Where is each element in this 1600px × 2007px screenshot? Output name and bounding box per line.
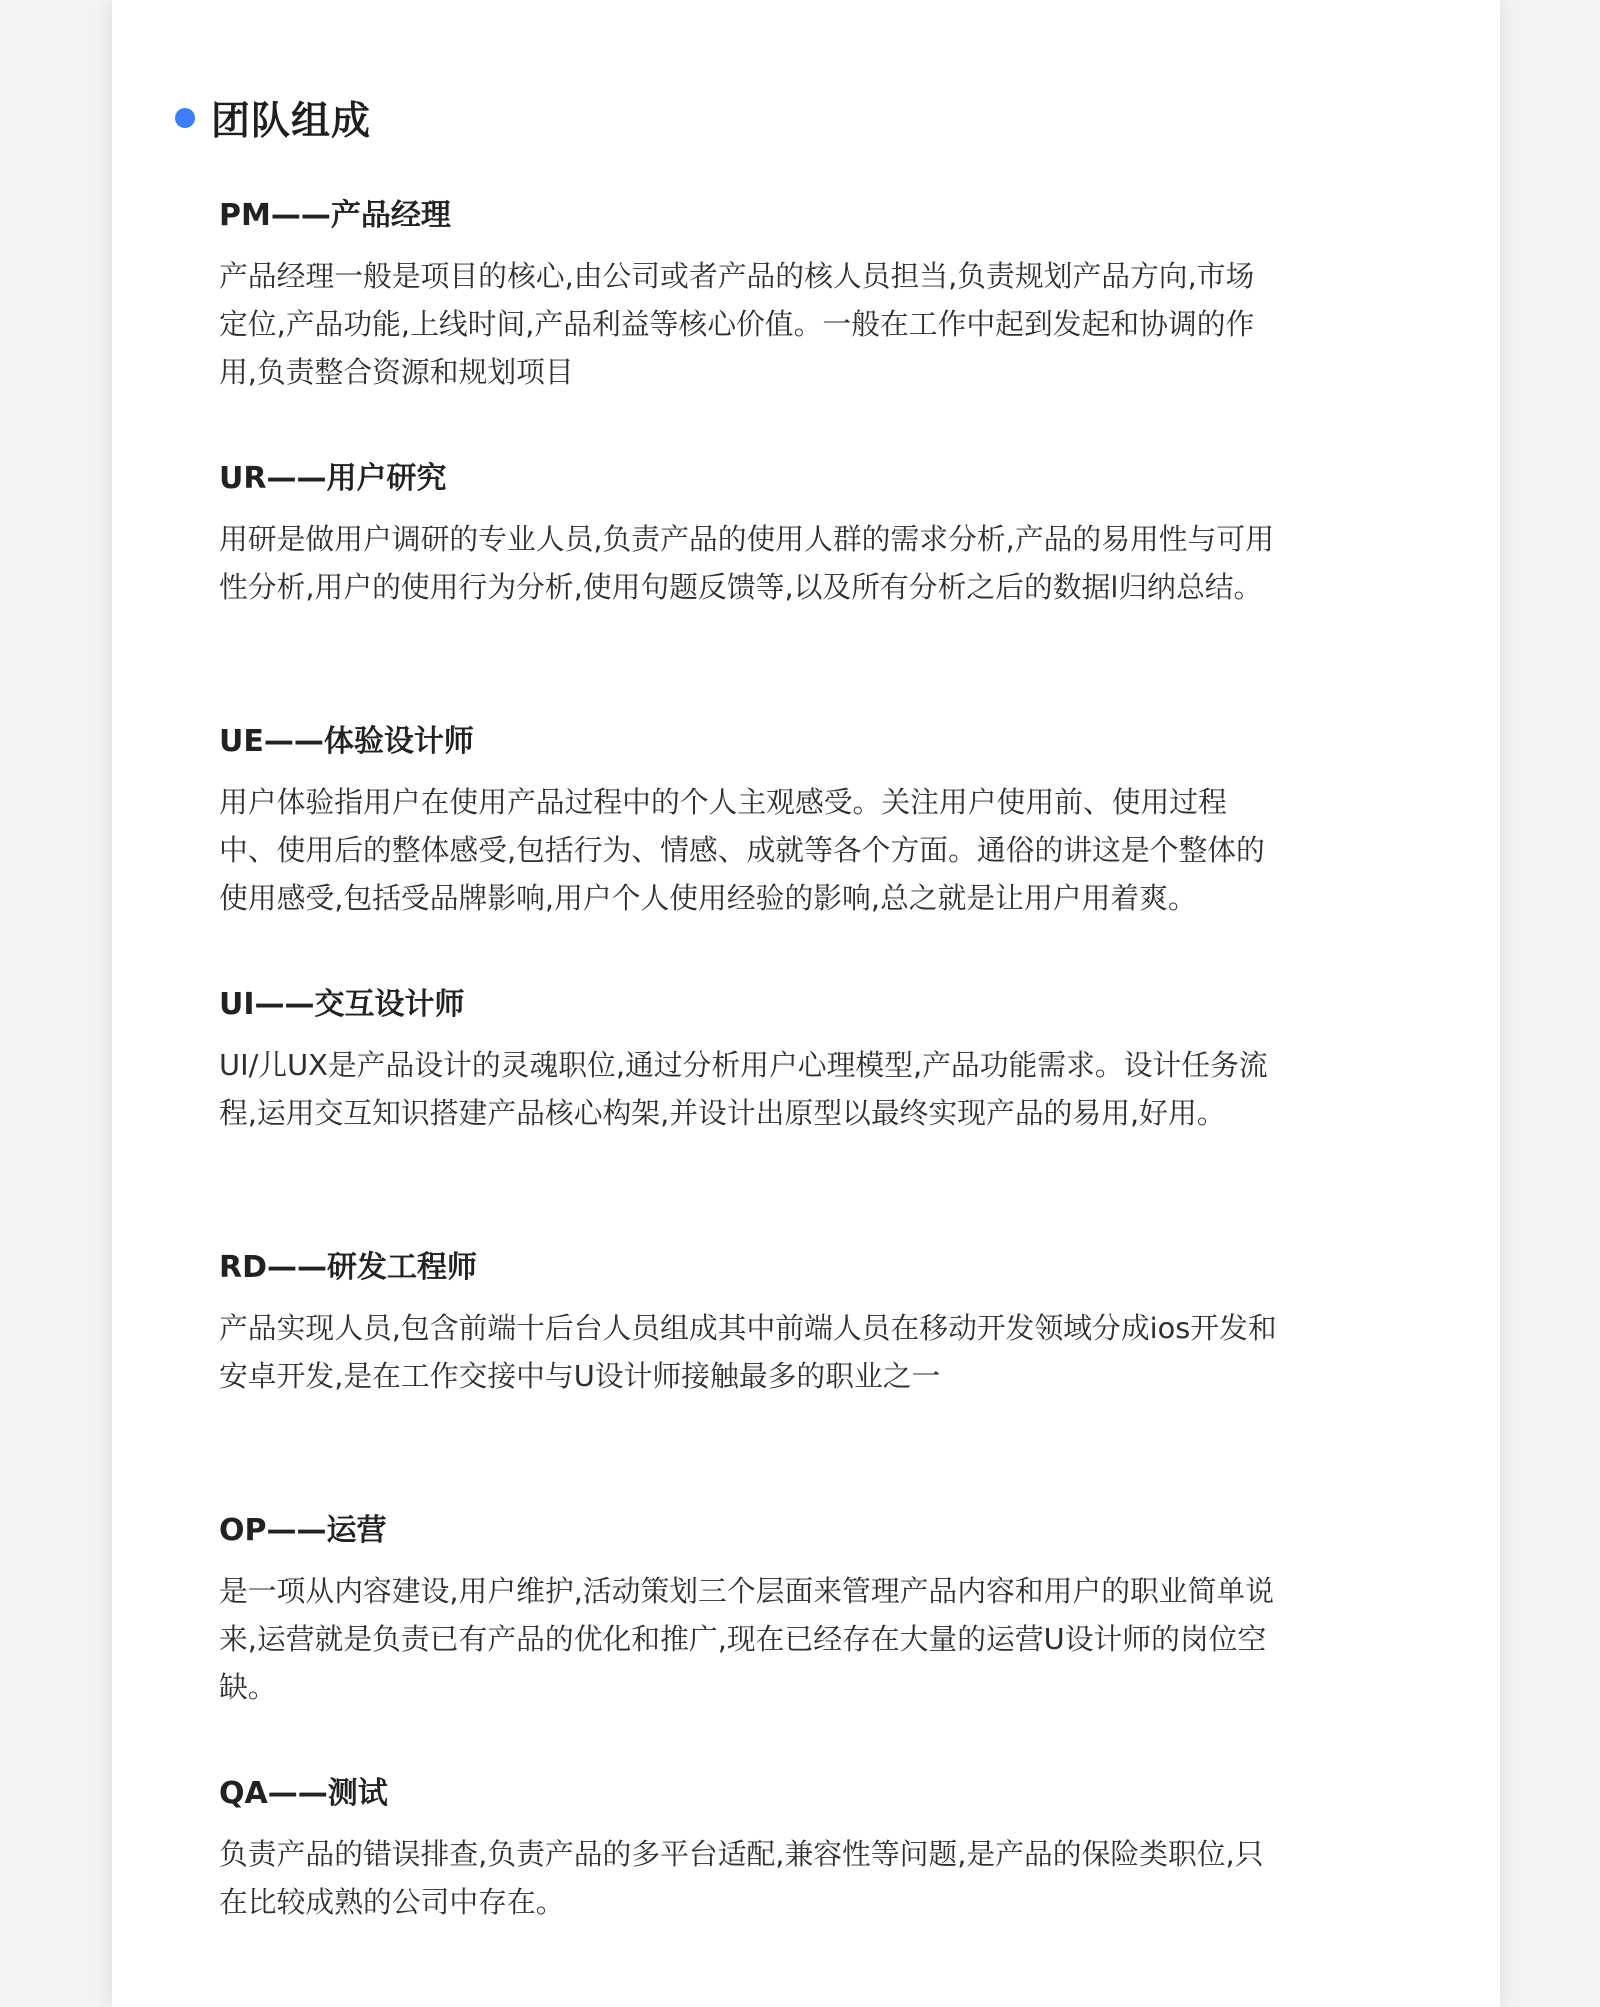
role-title: PM——产品经理 <box>219 198 451 233</box>
description-line: 定位,产品功能,上线时间,产品利益等核心价值。一般在工作中起到发起和协调的作 <box>219 307 1255 341</box>
role-ur <box>219 455 1389 611</box>
role-description <box>219 252 1389 396</box>
description-line: 负责产品的错误排查,负责产品的多平台适配,兼容性等问题,是产品的保险类职位,只 <box>219 1837 1264 1871</box>
section-header <box>175 88 371 148</box>
section-title: 团队组成 <box>211 99 372 144</box>
role-op <box>219 1507 1389 1711</box>
description-line: 用,负责整合资源和规划项目 <box>219 355 574 389</box>
role-title: UR——用户研究 <box>219 461 447 496</box>
role-description <box>219 515 1389 611</box>
description-line: 性分析,用户的使用行为分析,使用句题反馈等,以及所有分析之后的数据l归纳总结。 <box>219 570 1263 604</box>
description-line: 在比较成熟的公司中存在。 <box>219 1885 565 1919</box>
role-description <box>219 778 1389 922</box>
description-line: 是一项从内容建设,用户维护,活动策划三个层面来管理产品内容和用户的职业简单说 <box>219 1574 1274 1608</box>
description-line: 来,运营就是负责已有产品的优化和推广,现在已经存在大量的运营U设计师的岗位空 <box>219 1622 1267 1656</box>
role-ui <box>219 981 1389 1137</box>
role-title: RD——研发工程师 <box>219 1250 478 1285</box>
description-line: 用研是做用户调研的专业人员,负责产品的使用人群的需求分析,产品的易用性与可用 <box>219 522 1274 556</box>
description-line: 使用感受,包括受品牌影响,用户个人使用经验的影响,总之就是让用户用着爽。 <box>219 881 1197 915</box>
description-line: 安卓开发,是在工作交接中与U设计师接触最多的职业之一 <box>219 1359 941 1393</box>
role-description <box>219 1830 1389 1926</box>
description-line: 缺。 <box>219 1670 277 1704</box>
role-description <box>219 1304 1389 1400</box>
description-line: 中、使用后的整体感受,包括行为、情感、成就等各个方面。通俗的讲这是个整体的 <box>219 833 1265 867</box>
description-line: UI/儿UX是产品设计的灵魂职位,通过分析用户心理模型,产品功能需求。设计任务流 <box>219 1048 1268 1082</box>
role-title: UI——交互设计师 <box>219 987 465 1022</box>
role-rd <box>219 1244 1389 1400</box>
role-qa <box>219 1770 1389 1926</box>
role-title: OP——运营 <box>219 1513 387 1548</box>
role-title: QA——测试 <box>219 1776 388 1811</box>
role-ue <box>219 718 1389 922</box>
description-line: 用户体验指用户在使用产品过程中的个人主观感受。关注用户使用前、使用过程 <box>219 785 1227 819</box>
description-line: 程,运用交互知识搭建产品核心构架,并设计出原型以最终实现产品的易用,好用。 <box>219 1096 1226 1130</box>
role-title: UE——体验设计师 <box>219 724 474 759</box>
bullet-dot-icon <box>175 108 195 128</box>
role-pm <box>219 192 1389 396</box>
role-description <box>219 1041 1389 1137</box>
role-description <box>219 1567 1389 1711</box>
description-line: 产品经理一般是项目的核心,由公司或者产品的核人员担当,负责规划产品方向,市场 <box>219 259 1255 293</box>
description-line: 产品实现人员,包含前端十后台人员组成其中前端人员在移动开发领域分成ios开发和 <box>219 1311 1277 1345</box>
